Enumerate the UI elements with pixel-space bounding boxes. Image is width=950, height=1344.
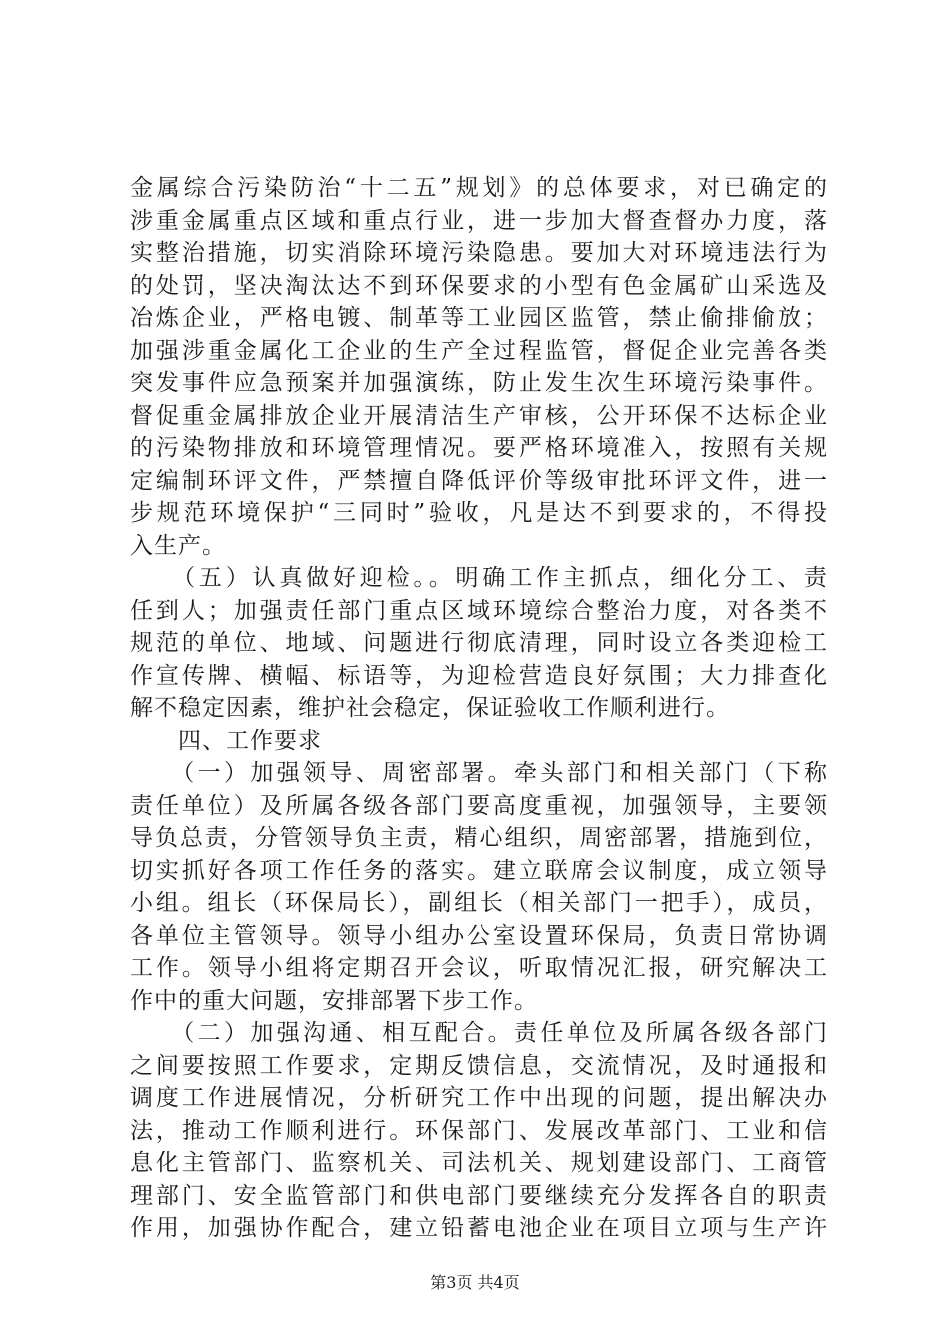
text-line: 步规范环境保护“三同时”验收，凡是达不到要求的，不得投	[130, 500, 828, 526]
text-line: 金属综合污染防治“十二五”规划》的总体要求，对已确定的	[130, 175, 828, 201]
body-text	[130, 172, 828, 1245]
text-line: 作用，加强协作配合，建立铅蓄电池企业在项目立项与生产许	[130, 1215, 828, 1241]
text-line: 切实抓好各项工作任务的落实。建立联席会议制度，成立领导	[130, 857, 828, 884]
text-line: 调度工作进展情况，分析研究工作中出现的问题，提出解决办	[130, 1085, 828, 1111]
text-line: 加强涉重金属化工企业的生产全过程监管，督促企业完善各类	[130, 337, 828, 364]
page-number-footer: 第3页 共4页	[430, 1273, 520, 1292]
text-line: 之间要按照工作要求，定期反馈信息，交流情况，及时通报和	[130, 1052, 828, 1079]
text-line: 小组。组长（环保局长），副组长（相关部门一把手），成员，	[130, 890, 828, 916]
text-line: （一）加强领导、周密部署。牵头部门和相关部门（下称	[130, 760, 828, 786]
text-line: 解不稳定因素，维护社会稳定，保证验收工作顺利进行。	[130, 695, 730, 721]
text-line: 定编制环评文件，严禁擅自降低评价等级审批环评文件，进一	[130, 467, 828, 494]
text-line: 工作。领导小组将定期召开会议，听取情况汇报，研究解决工	[130, 955, 828, 981]
text-line: （二）加强沟通、相互配合。责任单位及所属各级各部门	[130, 1020, 828, 1046]
text-line: 责任单位）及所属各级各部门要高度重视，加强领导，主要领	[130, 792, 828, 819]
text-line: 各单位主管领导。领导小组办公室设置环保局，负责日常协调	[130, 922, 828, 949]
text-line: 规范的单位、地域、问题进行彻底清理，同时设立各类迎检工	[130, 630, 828, 656]
text-line: 实整治措施，切实消除环境污染隐患。要加大对环境违法行为	[130, 240, 828, 266]
text-line: 涉重金属重点区域和重点行业，进一步加大督查督办力度，落	[130, 207, 828, 234]
text-line: 理部门、安全监管部门和供电部门要继续充分发挥各自的职责	[130, 1182, 828, 1209]
text-line: 导负总责，分管领导负主责，精心组织，周密部署，措施到位，	[130, 825, 828, 851]
text-line: 作宣传牌、横幅、标语等，为迎检营造良好氛围；大力排查化	[130, 662, 828, 689]
text-line: （五）认真做好迎检。。明确工作主抓点，细化分工、责	[130, 565, 828, 591]
text-line: 督促重金属排放企业开展清洁生产审核，公开环保不达标企业	[130, 402, 828, 429]
text-line: 作中的重大问题，安排部署下步工作。	[130, 987, 538, 1014]
text-line: 任到人；加强责任部门重点区域环境综合整治力度，对各类不	[130, 597, 828, 624]
text-line: 息化主管部门、监察机关、司法机关、规划建设部门、工商管	[130, 1150, 828, 1176]
text-line: 的处罚，坚决淘汰达不到环保要求的小型有色金属矿山采选及	[130, 272, 828, 299]
section-heading: 四、工作要求	[130, 727, 322, 754]
text-line: 法，推动工作顺利进行。环保部门、发展改革部门、工业和信	[130, 1117, 828, 1144]
text-line: 突发事件应急预案并加强演练，防止发生次生环境污染事件。	[130, 370, 828, 396]
text-line: 入生产。	[130, 532, 226, 559]
text-line: 的污染物排放和环境管理情况。要严格环境准入，按照有关规	[130, 435, 828, 461]
text-line: 冶炼企业，严格电镀、制革等工业园区监管，禁止偷排偷放；	[130, 305, 828, 331]
